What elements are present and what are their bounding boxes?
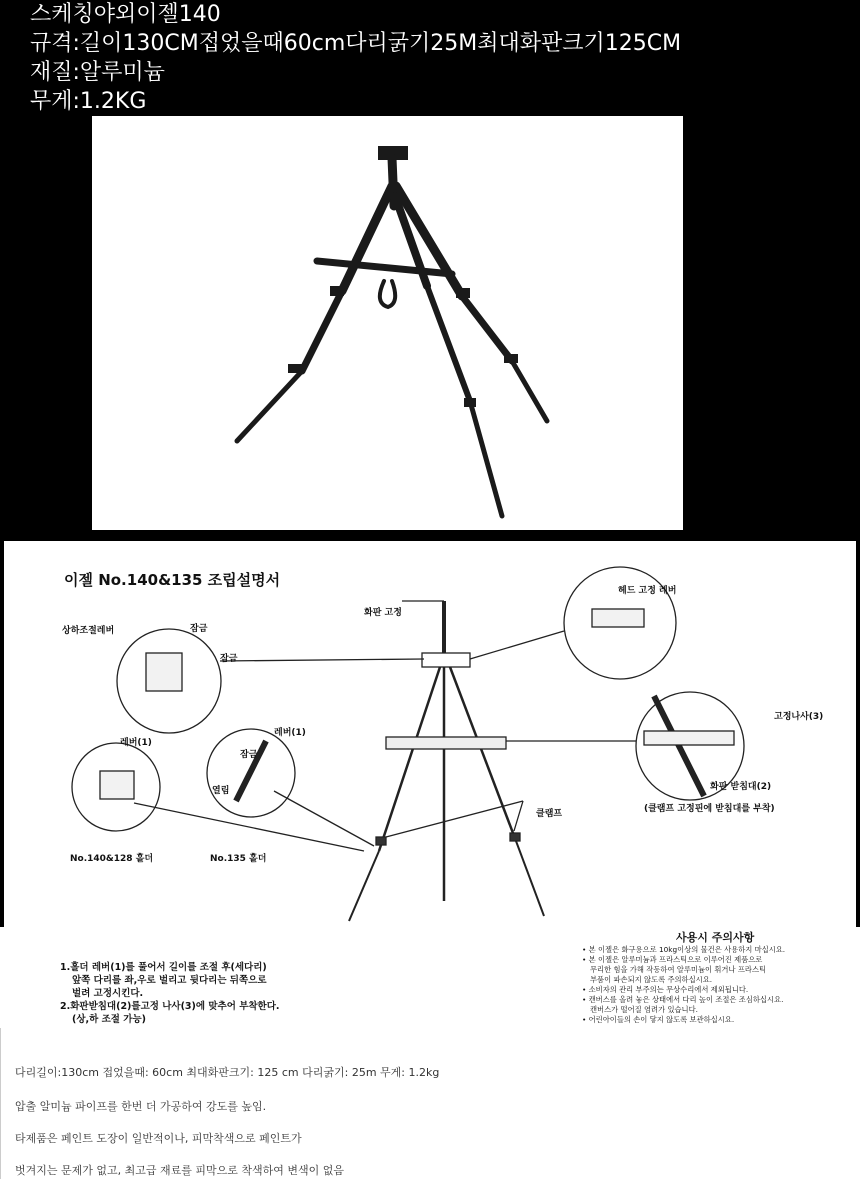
label-lever-1a: 레버(1) bbox=[120, 738, 152, 748]
assembly-diagram bbox=[4, 541, 856, 927]
label-lock-3: 잠금 bbox=[240, 750, 258, 760]
description-line-4: 벗겨지는 문제가 없고, 최고급 재료를 피막으로 착색하여 변색이 없음 bbox=[15, 1164, 344, 1177]
label-open: 열림 bbox=[212, 786, 230, 796]
description-line-2: 압출 알미늄 파이프를 한번 더 가공하여 강도를 높임. bbox=[15, 1100, 267, 1113]
product-name: 스케칭야외이젤140 bbox=[30, 2, 221, 27]
caution-line: • 캔버스를 올려 놓은 상태에서 다리 높이 조절은 조심하십시요. bbox=[582, 995, 784, 1004]
product-photo bbox=[92, 116, 683, 530]
caution-line: 캔버스가 떨어질 염려가 있습니다. bbox=[590, 1005, 698, 1014]
easel-photo-illustration bbox=[92, 116, 683, 530]
diagram-drawing bbox=[4, 541, 856, 927]
step-2-line-1: 2.화판받침대(2)를고정 나사(3)에 맞추어 부착한다. bbox=[60, 1001, 280, 1012]
diagram-title: 이젤 No.140&135 조립설명서 bbox=[64, 571, 281, 589]
label-lock-2: 잠금 bbox=[220, 654, 238, 664]
caution-line: • 본 이젤은 알루미늄과 프라스틱으로 이루어진 제품으로 bbox=[582, 955, 763, 964]
instructions-panel bbox=[0, 927, 860, 1028]
caution-line: 부품이 파손되지 않도록 주의하십시요. bbox=[590, 975, 713, 984]
label-height-lever: 상하조절레버 bbox=[62, 626, 115, 636]
label-head-lever: 헤드 고정 레버 bbox=[618, 586, 677, 596]
spec-weight: 무게:1.2KG bbox=[30, 89, 147, 114]
label-canvas-fix: 화판 고정 bbox=[364, 608, 402, 618]
step-1-line-3: 벌려 고정시킨다. bbox=[72, 988, 144, 999]
spec-size: 규격:길이130CM접었을때60cm다리굵기25M최대화판크기125CM bbox=[30, 31, 682, 56]
caution-title: 사용시 주의사항 bbox=[676, 931, 755, 944]
spec-material: 재질:알루미늄 bbox=[30, 60, 165, 85]
step-2-line-2: (상,하 조절 가능) bbox=[72, 1014, 146, 1025]
description-line-1: 다리길이:130cm 접었을때: 60cm 최대화판크기: 125 cm 다리굵기: 25m 무게: 1.2kg bbox=[15, 1066, 440, 1079]
label-lever-1b: 레버(1) bbox=[274, 728, 306, 738]
label-holder-135: No.135 홀더 bbox=[210, 854, 267, 864]
label-clamp: 클램프 bbox=[536, 809, 563, 819]
label-holder-140: No.140&128 홀더 bbox=[70, 854, 154, 864]
description-line-3: 타제품은 페인트 도장이 일반적이나, 피막착색으로 페인트가 bbox=[15, 1132, 302, 1145]
label-fix-screw: 고정나사(3) bbox=[774, 712, 824, 722]
caution-line: 무리한 힘을 가해 작동하여 알루미늄이 휘거나 프라스틱 bbox=[590, 965, 767, 974]
label-lock-1: 잠금 bbox=[190, 624, 208, 634]
caution-line: • 소비자의 관리 부주의는 무상수리에서 제외됩니다. bbox=[582, 985, 749, 994]
description-panel bbox=[0, 1028, 860, 1179]
caution-line: • 어린아이들의 손이 닿지 않도록 보관하십시요. bbox=[582, 1015, 735, 1024]
caution-line: • 본 이젤은 화구용으로 10kg이상의 물건은 사용하지 마십시요. bbox=[582, 945, 786, 954]
label-support-note: (클램프 고정핀에 받침대를 부착) bbox=[644, 804, 775, 814]
label-support: 화판 받침대(2) bbox=[710, 782, 772, 792]
step-1-line-2: 앞쪽 다리를 좌,우로 벌리고 뒷다리는 뒤쪽으로 bbox=[72, 975, 267, 986]
step-1-line-1: 1.홀더 레버(1)를 풀어서 길이를 조절 후(세다리) bbox=[60, 962, 267, 973]
